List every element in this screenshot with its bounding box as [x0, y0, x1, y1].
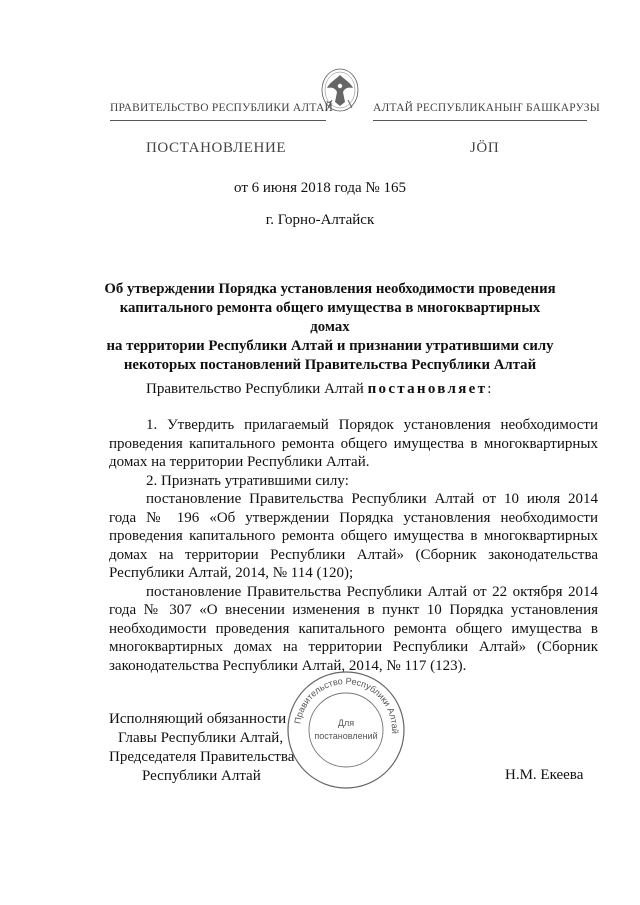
title-line: капитального ремонта общего имущества в многоквартирных домах — [119, 300, 541, 335]
position-line: Исполняющий обязанности — [109, 711, 287, 727]
position-line: Главы Республики Алтай, — [118, 730, 284, 746]
header-divider-left — [110, 120, 326, 121]
official-stamp — [284, 668, 408, 792]
stamp-center-line2: постановлений — [314, 731, 378, 741]
header-org-right: АЛТАЙ РЕСПУБЛИКАНЫҤ БАШКАРУЗЫ — [373, 102, 600, 114]
title-line: некоторых постановлений Правительства Республики Алтай — [123, 357, 537, 373]
stamp-ring-text: Правительство Республики Алтай — [292, 675, 401, 735]
doctype-right: JÖП — [470, 140, 500, 156]
date-number-line: от 6 июня 2018 года № 165 — [234, 180, 406, 196]
body-paragraph: постановление Правительства Республики Алтай от 22 октября 2014 года № 307 «О внесении изменения в пункт 10 Порядка установления необходимости проведения капитального ремонта общего имущества в многоквартирных домах на территории Республики Алтай» (Сборник законодательства Республики Алтай, 2014, № 117 (123). — [109, 583, 598, 674]
title-line: Об утверждении Порядка установления необходимости проведения — [104, 281, 556, 297]
resolves-keyword: постановляет — [367, 381, 488, 397]
document-body — [109, 416, 598, 675]
position-line: Республики Алтай — [142, 768, 261, 784]
resolves-prefix: Правительство Республики Алтай — [146, 381, 368, 397]
signatory-position — [109, 710, 294, 786]
title-line: на территории Республики Алтай и признании утратившими силу — [106, 338, 554, 354]
header-divider-right — [373, 120, 587, 121]
body-paragraph: 2. Признать утратившими силу: — [146, 472, 349, 489]
body-paragraph: постановление Правительства Республики Алтай от 10 июля 2014 года № 196 «Об утверждении Порядка установления необходимости проведения капитального ремонта общего имущества в многоквартирных домах на территории Республики Алтай» (Сборник законодательства Республики Алтай, 2014, № 114 (120); — [109, 491, 598, 581]
stamp-center-line1: Для — [337, 718, 355, 728]
resolves-suffix: : — [487, 381, 492, 397]
city-line: г. Горно-Алтайск — [265, 212, 375, 228]
resolves-line — [146, 381, 491, 398]
doctype-left: ПОСТАНОВЛЕНИЕ — [146, 140, 287, 156]
position-line: Председателя Правительства — [109, 749, 295, 765]
document-title — [100, 280, 560, 375]
body-paragraph: 1. Утвердить прилагаемый Порядок установления необходимости проведения капитального ремонта общего имущества в многоквартирных домах на территории Республики Алтай. — [109, 417, 598, 470]
header-org-left: ПРАВИТЕЛЬСТВО РЕСПУБЛИКИ АЛТАЙ — [110, 102, 334, 114]
signatory-name: Н.М. Екеева — [505, 767, 584, 783]
